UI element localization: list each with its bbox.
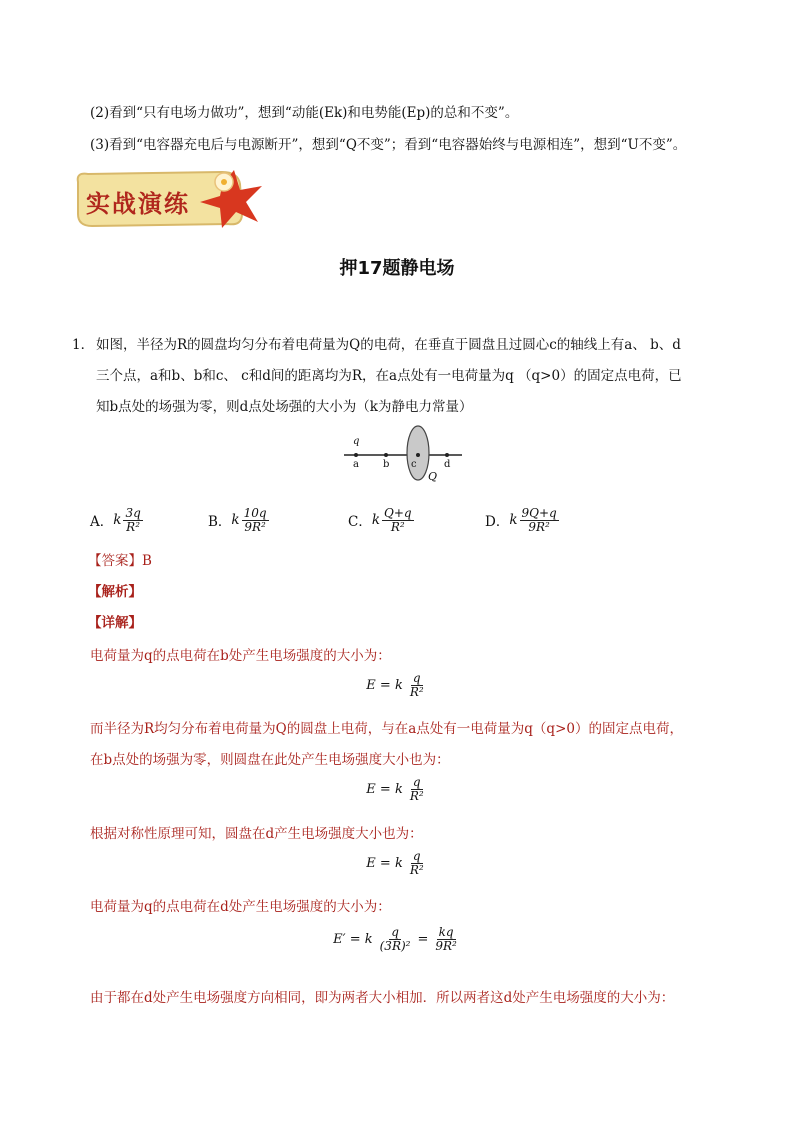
figure-label-b: b: [383, 459, 390, 470]
eq-den-2: 9R²: [435, 939, 457, 953]
option-den: R²: [390, 519, 405, 534]
equation-4: [0, 926, 794, 953]
option-k: k: [509, 512, 518, 528]
eq-num: q: [412, 849, 421, 863]
detail-label: 【详解】: [88, 615, 142, 631]
equation-1: [0, 672, 794, 699]
figure-q-label: q: [353, 436, 360, 447]
figure-label-d: d: [444, 459, 451, 470]
option-num: Q+q: [384, 505, 412, 520]
question-line-3: 知b点处的场强为零，则d点处场强的大小为（k为静电力常量）: [96, 399, 473, 415]
equation-2: [0, 776, 794, 803]
option-den: 9R²: [244, 519, 266, 534]
option-num: 9Q+q: [521, 505, 557, 520]
option-den: R²: [126, 519, 141, 534]
option-k: k: [113, 512, 122, 528]
option-num: 3q: [125, 505, 141, 520]
question-figure: [340, 424, 465, 486]
question-line-2: 三个点，a和b、b和c、 c和d间的距离均为R，在a点处有一电荷量为q （q>0）的固定点电荷，已: [96, 368, 682, 384]
option-k: k: [231, 512, 240, 528]
point-c: [416, 453, 420, 457]
option-c: [348, 502, 416, 538]
option-letter: A．: [90, 514, 114, 530]
eq-num: q: [412, 671, 421, 685]
point-d: [445, 453, 449, 457]
question-number: 1．: [72, 337, 95, 353]
solution-p4: 根据对称性原理可知，圆盘在d产生电场强度大小也为：: [90, 826, 423, 842]
intro-line-2: (2)看到“只有电场力做功”，想到“动能(Ek)和电势能(Ep)的总和不变”。: [90, 105, 519, 121]
solution-p6: 由于都在d处产生电场强度方向相同，即为两者大小相加．所以两者这d处产生电场强度的大小为：: [90, 990, 675, 1006]
point-b: [384, 453, 388, 457]
eq-lhs: E = k: [366, 782, 403, 797]
practice-banner: [72, 168, 272, 230]
option-letter: D．: [485, 514, 510, 530]
eq-lhs: E = k: [366, 678, 403, 693]
eq-lhs: E = k: [366, 856, 403, 871]
banner-text: 实战演练: [86, 190, 190, 218]
option-d: [485, 502, 561, 538]
option-den: 9R²: [528, 519, 550, 534]
equation-3: [0, 850, 794, 877]
solution-p3: 在b点处的场强为零，则圆盘在此处产生电场强度大小也为：: [90, 752, 450, 768]
solution-p2: 而半径为R均匀分布着电荷量为Q的圆盘上电荷，与在a点处有一电荷量为q（q>0）的固定点电荷，: [90, 721, 683, 737]
option-a: [90, 502, 145, 538]
solution-p5: 电荷量为q的点电荷在d处产生电场强度的大小为：: [90, 899, 391, 915]
eq-num: q: [412, 775, 421, 789]
figure-label-a: a: [353, 459, 359, 470]
figure-label-c: c: [411, 459, 417, 470]
eq-den: R²: [409, 863, 424, 877]
option-num: 10q: [243, 505, 267, 520]
option-letter: B．: [208, 514, 232, 530]
eq-num-2: kq: [438, 925, 454, 939]
eq-den: (3R)²: [379, 939, 411, 953]
answer-label: 【答案】B: [88, 553, 152, 569]
point-a: [354, 453, 358, 457]
eq-mid: =: [417, 932, 429, 947]
option-b: [208, 502, 271, 538]
option-letter: C．: [348, 514, 372, 530]
eq-den: R²: [409, 685, 424, 699]
eq-num: q: [391, 925, 399, 939]
question-line-1: 如图，半径为R的圆盘均匀分布着电荷量为Q的电荷，在垂直于圆盘且过圆心c的轴线上有a、 b、d: [96, 337, 681, 353]
option-k: k: [371, 512, 381, 528]
figure-disk-label: Q: [428, 470, 438, 483]
section-title: 押17题静电场: [339, 258, 455, 279]
eq-den: R²: [409, 789, 424, 803]
analysis-label: 【解析】: [88, 584, 142, 600]
eq-lhs: E′ = k: [333, 932, 373, 947]
solution-p1: 电荷量为q的点电荷在b处产生电场强度的大小为：: [90, 648, 391, 664]
intro-line-3: (3)看到“电容器充电后与电源断开”，想到“Q不变”；看到“电容器始终与电源相连”，想到“U不变”。: [90, 137, 687, 153]
